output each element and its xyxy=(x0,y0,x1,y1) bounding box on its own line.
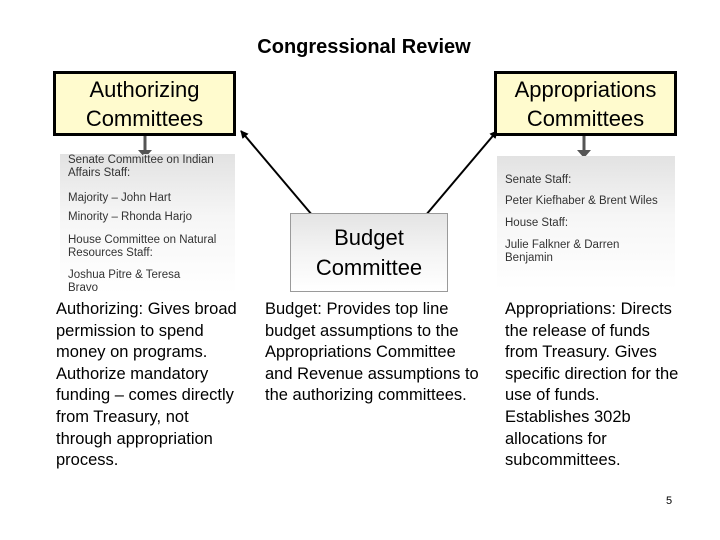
arrow-budget-to-authorizing xyxy=(241,131,318,222)
staff-senate-indian-affairs: Senate Committee on Indian Affairs Staff: xyxy=(68,154,214,179)
authorizing-committees-label: Authorizing Committees xyxy=(85,76,204,131)
budget-committee-box xyxy=(290,213,448,292)
staff-house-natural-resources: House Committee on Natural Resources Staff: xyxy=(68,234,217,259)
page-number: 5 xyxy=(666,495,673,507)
appropriations-committees-label: Appropriations Committees xyxy=(514,76,657,131)
authorizing-description: Authorizing: Gives broad permission to spend money on programs. Authorize mandatory funding – comes directly from Treasury, not through appropriation process. xyxy=(56,300,237,470)
staff-house-names: Joshua Pitre & Teresa Bravo xyxy=(68,269,181,294)
staff-senate-names: Peter Kiefhaber & Brent Wiles xyxy=(505,195,658,207)
arrow-budget-to-appropriations xyxy=(420,131,497,222)
budget-description: Budget: Provides top line budget assumptions to the Appropriations Committee and Revenue assumptions to the authorizing committees. xyxy=(265,300,479,405)
staff-house-names: Julie Falkner & Darren Benjamin xyxy=(505,239,620,264)
staff-majority: Majority – John Hart xyxy=(68,192,171,204)
appropriations-committees-box xyxy=(494,71,677,136)
authorizing-committees-box xyxy=(53,71,236,136)
appropriations-description: Appropriations: Directs the release of funds from Treasury. Gives specific direction for the use of funds. Establishes 302b allocations for subcommittees. xyxy=(505,300,679,470)
authorizing-staff-panel xyxy=(60,154,235,294)
diagram-title: Congressional Review xyxy=(257,36,471,58)
appropriations-staff-panel xyxy=(497,156,675,290)
staff-house-label: House Staff: xyxy=(505,217,569,229)
staff-minority: Minority – Rhonda Harjo xyxy=(68,211,193,223)
staff-senate-label: Senate Staff: xyxy=(505,174,572,186)
budget-committee-label: Budget Committee xyxy=(315,224,423,280)
